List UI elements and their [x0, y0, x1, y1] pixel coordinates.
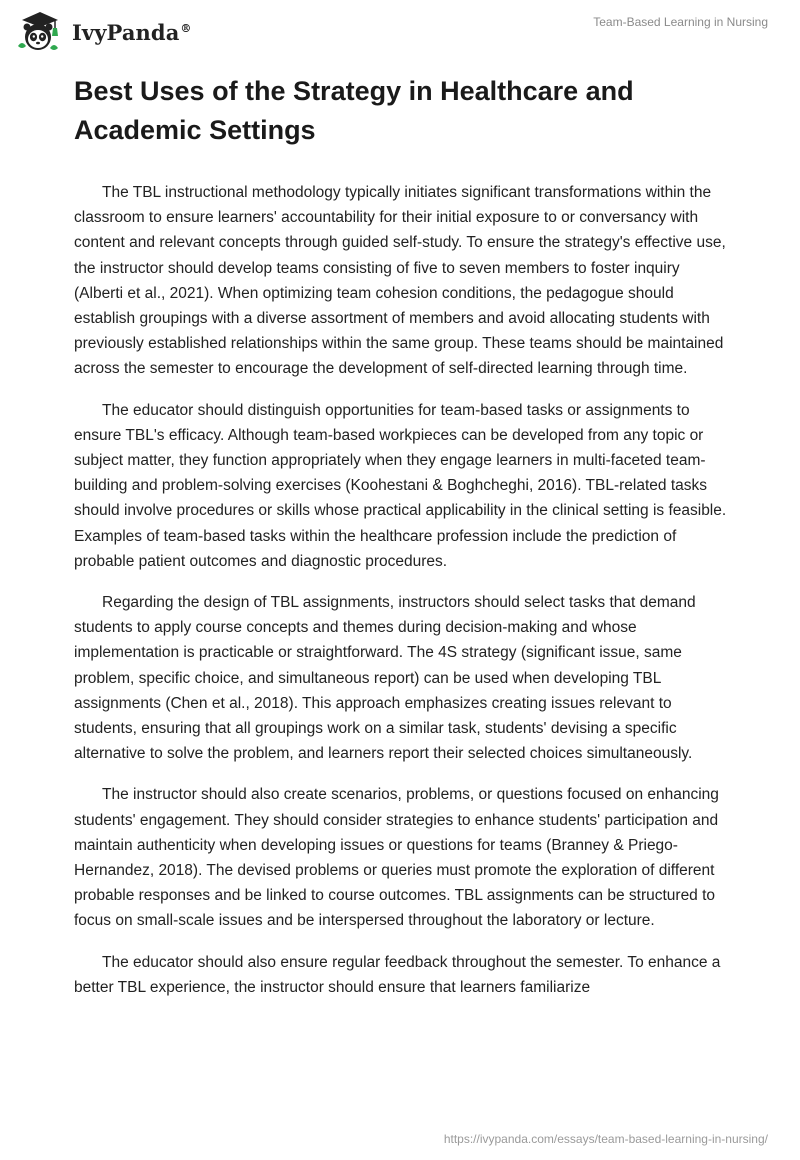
- paragraph: The TBL instructional methodology typically initiates significant transformations within the classroom to ensure learners' accountability for their initial exposure to or conversancy with content and relevant concepts through guided self-study. To ensure the strategy's effective use, the instructor should develop teams consisting of five to seven members to foster inquiry (Alberti et al., 2021). When optimizing team cohesion conditions, the pedagogue should establish groupings with a diverse assortment of members and avoid allocating students with previously established relationships within the same group. These teams should be maintained across the semester to encourage the development of self-directed learning through time.: [74, 184, 726, 378]
- article-body: [74, 72, 728, 1016]
- paragraph: The educator should distinguish opportunities for team-based tasks or assignments to ensure TBL's efficacy. Although team-based workpieces can be developed from any topic or subject matter, they function appropriately when they engage learners in multi-faceted team-building and problem-solving exercises (Koohestani & Boghcheghi, 2016). TBL-related tasks should involve procedures or skills whose practical applicability in the clinical setting is feasible. Examples of team-based tasks within the healthcare profession include the prediction of probable patient outcomes and diagnostic procedures.: [74, 401, 727, 570]
- brand-name: [72, 20, 192, 45]
- document-title: Team-Based Learning in Nursing: [593, 15, 768, 29]
- page-header: [0, 0, 800, 60]
- panda-logo-icon: [14, 8, 66, 54]
- brand-name-text: IvyPanda: [72, 19, 180, 45]
- paragraph: The instructor should also create scenarios, problems, or questions focused on enhancing students' engagement. They should consider strategies to enhance students' participation and maintain authenticity when developing issues or questions for teams (Branney & Priego-Hernandez, 2018). The devised problems or queries must promote the exploration of different probable responses and be linked to course outcomes. TBL assignments can be structured to focus on small-scale issues and be interspersed throughout the laboratory or lecture.: [74, 786, 719, 930]
- paragraphs: [74, 180, 728, 1000]
- source-url-link[interactable]: https://ivypanda.com/essays/team-based-learning-in-nursing/: [443, 1132, 768, 1146]
- paragraph: Regarding the design of TBL assignments, instructors should select tasks that demand students to apply course concepts and themes during decision-making and whose implementation is practicable or straightforward. The 4S strategy (significant issue, same problem, specific choice, and simultaneous report) can be used when developing TBL assignments (Chen et al., 2018). This approach emphasizes creating issues relevant to students, ensuring that all groupings work on a similar task, students' devising a specific alternative to solve the problem, and learners report their selected choices simultaneously.: [74, 594, 696, 763]
- section-heading: Best Uses of the Strategy in Healthcare and Academic Settings: [74, 76, 634, 145]
- brand-logo[interactable]: [14, 8, 192, 54]
- paragraph: The educator should also ensure regular feedback throughout the semester. To enhance a better TBL experience, the instructor should ensure that learners familiarize: [74, 953, 721, 996]
- brand-registered-mark: ®: [180, 21, 192, 35]
